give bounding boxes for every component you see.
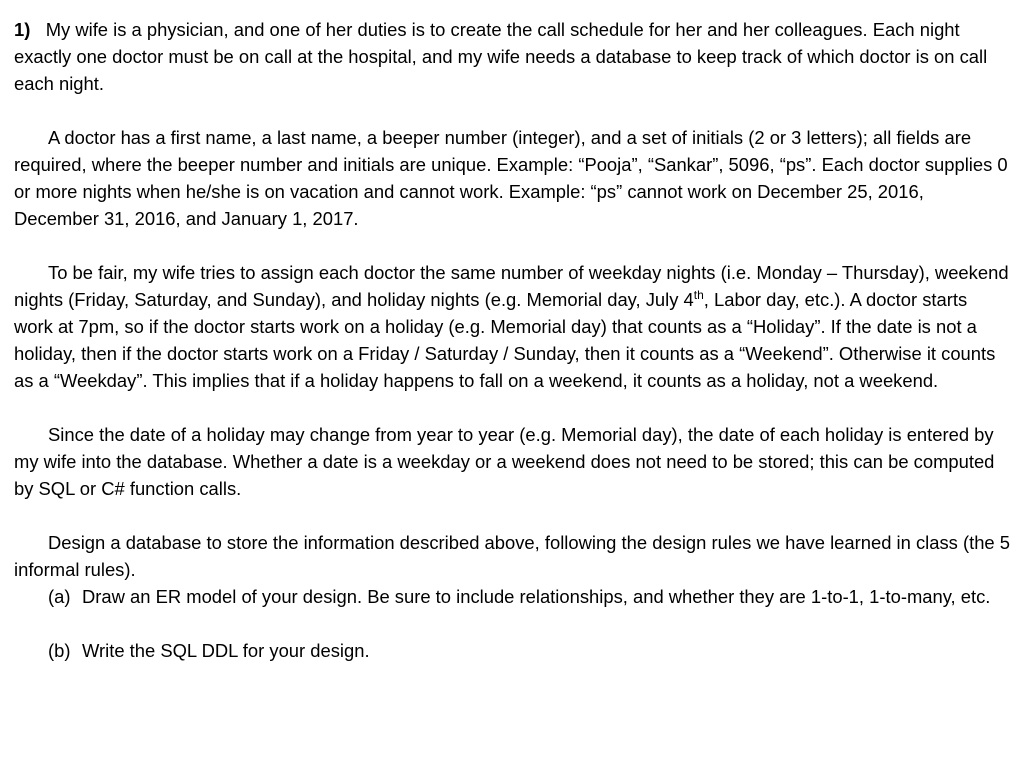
superscript-th: th [693, 287, 704, 302]
intro-text: My wife is a physician, and one of her duties is to create the call schedule for her and her colleagues. Each night exactly one doctor must be on call at the hospital, and my wife needs a database to keep track of which doctor is on call each night. [14, 19, 988, 94]
fairness-text-end: , Labor day, etc.). A doctor starts work at 7pm, so if the doctor starts work on a holiday (e.g. Memorial day) that counts as a “Holiday”. If the date is not a holiday, then if the doctor starts work on a Friday / Saturday / Sunday, then it counts as a “Weekend”. Otherwise it counts as a “Weekday”. This implies that if a holiday happens to fall on a weekend, it counts as a holiday, not a weekend. [14, 289, 996, 391]
part-b-text: Write the SQL DDL for your design. [82, 640, 370, 661]
design-paragraph: Design a database to store the information described above, following the design rules we have learned in class (the 5 informal rules). [14, 532, 1010, 580]
part-b [48, 637, 1010, 664]
part-b-label: (b) [48, 640, 71, 661]
fairness-text-start: To be fair, my wife tries to assign each doctor the same number of weekday nights (i.e. Monday – Thursday), weekend nights (Friday, Saturday, and Sunday), and holiday nights (e.g. Memorial day, July 4 [14, 262, 1009, 310]
question-parts-list [14, 583, 1010, 664]
question-intro [14, 16, 1010, 97]
part-a-label: (a) [48, 586, 71, 607]
holiday-paragraph: Since the date of a holiday may change from year to year (e.g. Memorial day), the date of each holiday is entered by my wife into the database. Whether a date is a weekday or a weekend does not need to be stored; this can be computed by SQL or C# function calls. [14, 424, 995, 499]
doctor-paragraph: A doctor has a first name, a last name, a beeper number (integer), and a set of initials (2 or 3 letters); all fields are required, where the beeper number and initials are unique. Example: “Pooja”, “Sankar”, 5096, “ps”. Each doctor supplies 0 or more nights when he/she is on vacation and cannot work. Example: “ps” cannot work on December 25, 2016, December 31, 2016, and January 1, 2017. [14, 127, 1008, 229]
part-a [48, 583, 1010, 610]
question-number: 1) [14, 19, 31, 40]
fairness-paragraph [14, 259, 1010, 394]
part-a-text: Draw an ER model of your design. Be sure to include relationships, and whether they are 1-to-1, 1-to-many, etc. [82, 586, 991, 607]
